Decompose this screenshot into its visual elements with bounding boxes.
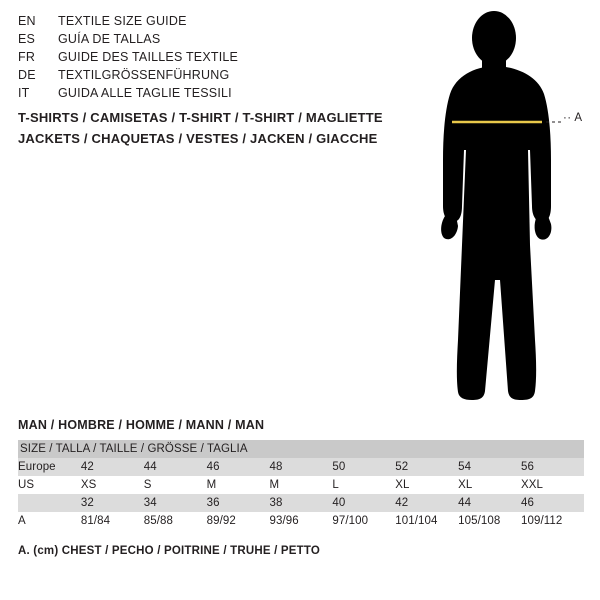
cell-value: 44 xyxy=(144,458,207,476)
cell-value: 89/92 xyxy=(207,512,270,530)
cell-value: M xyxy=(207,476,270,494)
language-row xyxy=(18,50,398,68)
row-label: US xyxy=(18,476,81,494)
cell-value: 42 xyxy=(81,458,144,476)
cell-value: 81/84 xyxy=(81,512,144,530)
language-text: TEXTILGRÖSSENFÜHRUNG xyxy=(58,68,230,82)
size-table xyxy=(18,440,584,530)
cell-value: 42 xyxy=(395,494,458,512)
cell-value: L xyxy=(332,476,395,494)
cell-value: XL xyxy=(458,476,521,494)
language-text: TEXTILE SIZE GUIDE xyxy=(58,14,187,28)
cell-value: 38 xyxy=(270,494,333,512)
cell-value: M xyxy=(270,476,333,494)
table-row xyxy=(18,458,584,476)
cell-value: 105/108 xyxy=(458,512,521,530)
cell-value: 109/112 xyxy=(521,512,584,530)
row-label: A xyxy=(18,512,81,530)
row-label xyxy=(18,494,81,512)
cell-value: 85/88 xyxy=(144,512,207,530)
category-jackets: JACKETS / CHAQUETAS / VESTES / JACKEN / GIACCHE xyxy=(18,131,378,146)
cell-value: 40 xyxy=(332,494,395,512)
language-list xyxy=(18,14,398,104)
cell-value: 46 xyxy=(521,494,584,512)
language-code: DE xyxy=(18,68,36,82)
language-row xyxy=(18,68,398,86)
mannequin-figure xyxy=(400,10,600,410)
section-heading-man: MAN / HOMBRE / HOMME / MANN / MAN xyxy=(18,418,265,432)
cell-value: 56 xyxy=(521,458,584,476)
cell-value: 50 xyxy=(332,458,395,476)
footnote-chest: A. (cm) CHEST / PECHO / POITRINE / TRUHE / PETTO xyxy=(18,545,321,557)
table-row xyxy=(18,512,584,530)
cell-value: XXL xyxy=(521,476,584,494)
cell-value: 46 xyxy=(207,458,270,476)
male-silhouette-icon xyxy=(400,10,600,410)
language-code: ES xyxy=(18,32,36,46)
cell-value: 97/100 xyxy=(332,512,395,530)
cell-value: XS xyxy=(81,476,144,494)
chest-marker-label: ·· A xyxy=(563,112,583,124)
language-row xyxy=(18,32,398,50)
size-table-wrapper xyxy=(18,440,584,530)
cell-value: 32 xyxy=(81,494,144,512)
cell-value: 44 xyxy=(458,494,521,512)
language-code: IT xyxy=(18,86,30,100)
cell-value: XL xyxy=(395,476,458,494)
table-header-row xyxy=(18,440,584,458)
cell-value: 36 xyxy=(207,494,270,512)
language-code: FR xyxy=(18,50,36,64)
cell-value: 34 xyxy=(144,494,207,512)
language-text: GUIDA ALLE TAGLIE TESSILI xyxy=(58,86,232,100)
table-header-label: SIZE / TALLA / TAILLE / GRÖSSE / TAGLIA xyxy=(18,440,584,458)
row-label: Europe xyxy=(18,458,81,476)
language-row xyxy=(18,14,398,32)
cell-value: 93/96 xyxy=(270,512,333,530)
language-code: EN xyxy=(18,14,36,28)
language-text: GUIDE DES TAILLES TEXTILE xyxy=(58,50,239,64)
cell-value: 101/104 xyxy=(395,512,458,530)
cell-value: S xyxy=(144,476,207,494)
language-text: GUÍA DE TALLAS xyxy=(58,32,161,46)
cell-value: 52 xyxy=(395,458,458,476)
cell-value: 48 xyxy=(270,458,333,476)
category-list xyxy=(18,110,438,152)
cell-value: 54 xyxy=(458,458,521,476)
table-row xyxy=(18,494,584,512)
table-row xyxy=(18,476,584,494)
language-row xyxy=(18,86,398,104)
category-tshirts: T-SHIRTS / CAMISETAS / T-SHIRT / T-SHIRT / MAGLIETTE xyxy=(18,110,383,125)
